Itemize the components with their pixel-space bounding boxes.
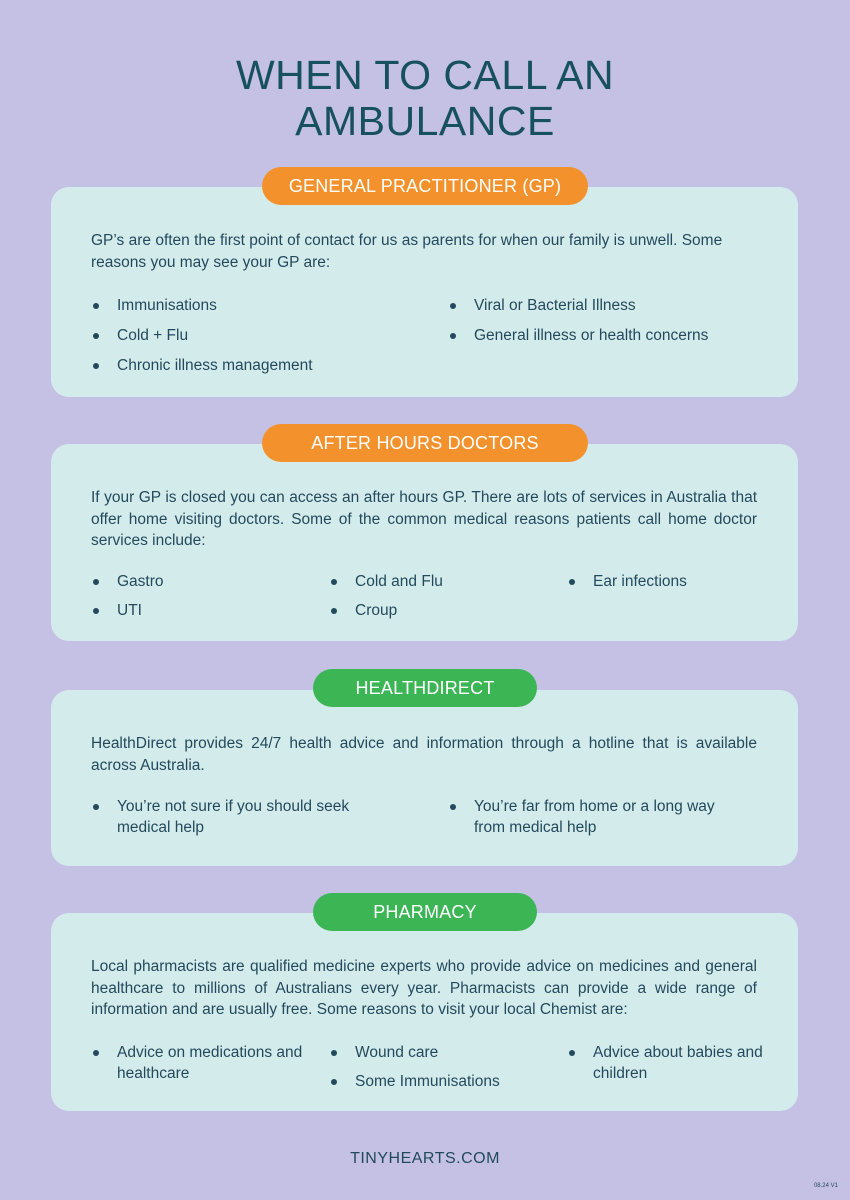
section-pharmacy-card — [51, 913, 798, 1111]
page-title — [0, 52, 850, 144]
section-healthdirect-heading: HEALTHDIRECT — [313, 669, 537, 707]
section-healthdirect-intro: HealthDirect provides 24/7 health advice and information through a hotline that is available across Australia. — [91, 735, 757, 774]
section-gp-intro: GP’s are often the first point of contact for us as parents for when our family is unwell. Some reasons you may see your GP are: — [91, 232, 723, 271]
list-item: Immunisations — [91, 295, 421, 316]
list-item: You’re not sure if you should seek medical help — [91, 796, 391, 838]
list-item: Wound care — [329, 1042, 549, 1063]
list-item: Advice on medications and healthcare — [91, 1042, 306, 1084]
section-gp-heading: GENERAL PRACTITIONER (GP) — [262, 167, 588, 205]
section-after-hours-list-col-2 — [329, 571, 549, 621]
section-pharmacy-list-col-2 — [329, 1042, 549, 1092]
list-item: Ear infections — [567, 571, 767, 592]
footer-website-link[interactable]: TINYHEARTS.COM — [350, 1150, 500, 1167]
section-gp-list-left — [91, 295, 421, 376]
section-after-hours-list-col-3 — [567, 571, 767, 592]
list-item: Cold + Flu — [91, 325, 421, 346]
list-item: Chronic illness management — [91, 355, 421, 376]
section-gp-list-right — [448, 295, 768, 346]
section-healthdirect-list-right — [448, 796, 748, 838]
list-item: Advice about babies and children — [567, 1042, 767, 1084]
list-item: UTI — [91, 600, 311, 621]
section-pharmacy-heading: PHARMACY — [313, 893, 537, 931]
version-label: 08.24 V1 — [813, 1183, 838, 1189]
section-pharmacy-list-col-1 — [91, 1042, 306, 1084]
list-item: Some Immunisations — [329, 1071, 549, 1092]
section-healthdirect-card — [51, 690, 798, 866]
section-after-hours-heading: AFTER HOURS DOCTORS — [262, 424, 588, 462]
section-healthdirect-list-left — [91, 796, 391, 838]
section-pharmacy-intro: Local pharmacists are qualified medicine experts who provide advice on medicines and general healthcare to millions of Australians every year. Pharmacists can provide a wide range of information and are usually free. Some reasons to visit your local Chemist are: — [91, 958, 757, 1018]
list-item: General illness or health concerns — [448, 325, 768, 346]
page-title-line-2: AMBULANCE — [295, 98, 555, 144]
list-item: You’re far from home or a long way from medical help — [448, 796, 748, 838]
list-item: Cold and Flu — [329, 571, 549, 592]
list-item: Croup — [329, 600, 549, 621]
section-gp-card — [51, 187, 798, 397]
list-item: Gastro — [91, 571, 311, 592]
section-after-hours-list-col-1 — [91, 571, 311, 621]
section-after-hours-card — [51, 444, 798, 641]
page-title-line-1: WHEN TO CALL AN — [235, 52, 615, 98]
section-pharmacy-list-col-3 — [567, 1042, 767, 1084]
list-item: Viral or Bacterial Illness — [448, 295, 768, 316]
section-after-hours-intro: If your GP is closed you can access an after hours GP. There are lots of services in Australia that offer home visiting doctors. Some of the common medical reasons patients call home doctor services include: — [91, 489, 757, 549]
